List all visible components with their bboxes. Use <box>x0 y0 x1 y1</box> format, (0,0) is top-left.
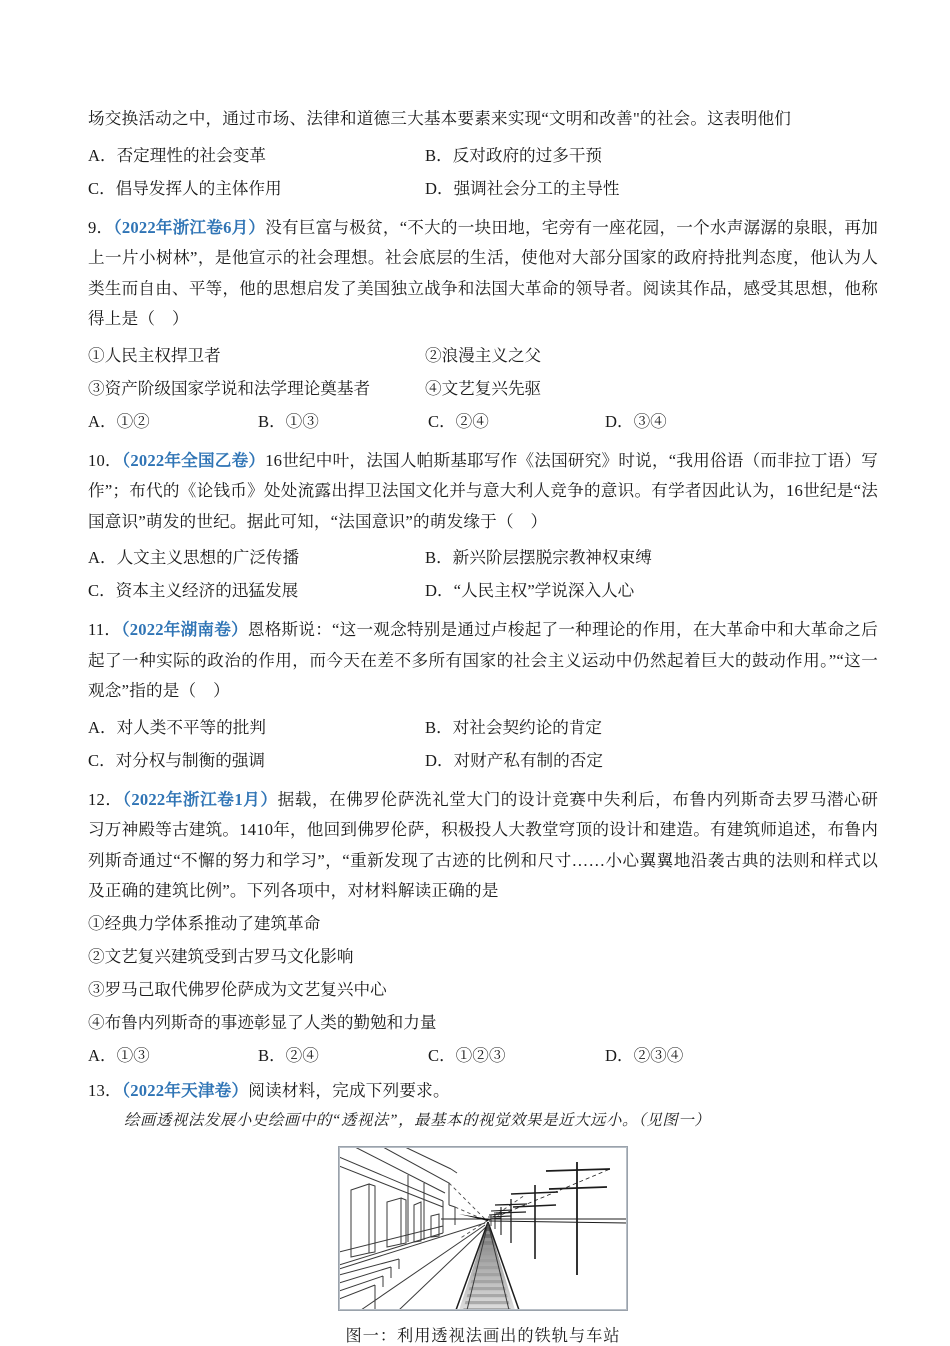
option-d-label: D． <box>605 411 634 431</box>
question-11-options-row-1 <box>88 711 878 744</box>
option-b[interactable] <box>425 711 602 744</box>
option-d-text: ③④ <box>633 411 667 431</box>
question-12-subitem-2 <box>88 940 878 973</box>
question-11-source: （2022年湖南卷） <box>121 620 248 639</box>
option-d-text: 对财产私有制的否定 <box>453 750 603 770</box>
figure-one-wrapper <box>88 1146 878 1346</box>
option-d[interactable] <box>425 172 620 205</box>
option-a-label: A． <box>88 145 117 165</box>
option-b-label: B． <box>425 145 453 165</box>
question-12-stem: 据载，在佛罗伦萨洗礼堂大门的设计竞赛中失利后，布鲁内列斯奇去罗马潜心研习万神殿等古建筑。1410年，他回到佛罗伦萨，积极投人大教堂穹顶的设计和建造。有建筑师追述，布鲁内列斯奇通过“不懈的努力和学习”，“重新发现了古迹的比例和尺寸……小心翼翼地沿袭古典的法则和样式以及正确的建筑比例”。下列各项中，对材料解读正确的是 <box>88 789 878 900</box>
option-b-text: 新兴阶层摆脱宗教神权束缚 <box>452 548 652 567</box>
option-b-text: 反对政府的过多干预 <box>452 145 603 165</box>
subitem-1-text: 人民主权捍卫者 <box>104 345 221 365</box>
option-c[interactable] <box>88 574 425 607</box>
option-a[interactable] <box>88 405 258 438</box>
question-10-stem: 16世纪中叶，法国人帕斯基耶写作《法国研究》时说，“我用俗语（而非拉丁语）写作”；布代的《论钱币》处处流露出捍卫法国文化并与意大利人竞争的意识。有学者因此认为，16世纪是“法国意识”萌发的世纪。据此可知，“法国意识”的萌发缘于（ ） <box>88 450 879 531</box>
option-a[interactable] <box>88 139 425 172</box>
option-c-label: C． <box>88 750 116 770</box>
perspective-drawing-svg <box>339 1147 627 1310</box>
question-9-number: 9． <box>88 217 114 237</box>
option-a-text: ①③ <box>116 1045 150 1065</box>
subitem-1-label: ① <box>88 345 105 365</box>
option-b-text: 对社会契约论的肯定 <box>452 717 603 737</box>
subitem-1 <box>88 339 425 372</box>
option-b-text: ①③ <box>285 411 319 431</box>
option-a-text: 否定理性的社会变革 <box>116 145 266 165</box>
option-a-label: A． <box>88 717 117 737</box>
question-13-number: 13． <box>88 1080 122 1100</box>
option-d[interactable] <box>425 574 634 607</box>
continued-stem-options-row-1 <box>88 139 878 172</box>
question-12-subitem-3 <box>88 973 878 1006</box>
subitem-2-text: 浪漫主义之父 <box>441 345 542 365</box>
question-11-number: 11． <box>88 620 122 639</box>
option-a-label: A． <box>88 411 117 431</box>
question-12-number: 12． <box>88 789 123 809</box>
figure-one-perspective-railway-drawing <box>338 1146 628 1311</box>
option-c[interactable] <box>428 1039 605 1072</box>
subitem-4-text: 文艺复兴先驱 <box>441 378 542 398</box>
option-d[interactable] <box>425 744 603 777</box>
option-c-text: 资本主义经济的迅猛发展 <box>115 581 299 600</box>
option-c-label: C． <box>88 581 116 600</box>
option-b-label: B． <box>258 1045 286 1065</box>
option-a-label: A． <box>88 548 117 567</box>
subitem-1-label: ① <box>88 913 105 933</box>
subitem-4-text: 布鲁内列斯奇的事迹彰显了人类的勤勉和力量 <box>104 1012 437 1032</box>
question-9-stem: 没有巨富与极贫，“不大的一块田地，宅旁有一座花园，一个水声潺潺的泉眼，再加上一片小树林”，是他宣示的社会理想。社会底层的生活，使他对大部分国家的政府持批判态度，他认为人类生而自由、平等，他的思想启发了美国独立战争和法国大革命的领导者。阅读其作品，感受其思想，他称得上是（ ） <box>88 217 878 328</box>
question-11-stem: 恩格斯说：“这一观念特别是通过卢梭起了一种理论的作用，在大革命中和大革命之后起了一种实际的政治的作用，而今天在差不多所有国家的社会主义运动中仍然起着巨大的鼓动作用。”“这一观念”指的是（ ） <box>88 620 878 700</box>
option-d-text: ②③④ <box>633 1045 684 1065</box>
subitem-4-label: ④ <box>88 1012 105 1032</box>
question-12-source: （2022年浙江卷1月） <box>122 789 278 809</box>
option-b-text: ②④ <box>285 1045 319 1065</box>
option-c-text: ②④ <box>455 411 489 431</box>
question-11-options-row-2 <box>88 744 878 777</box>
option-d-label: D． <box>425 581 454 600</box>
option-c[interactable] <box>88 172 425 205</box>
subitem-1-text: 经典力学体系推动了建筑革命 <box>104 913 321 933</box>
subitem-3-label: ③ <box>88 378 105 398</box>
question-9-subitems-row-2 <box>88 372 878 405</box>
question-12-subitem-1 <box>88 907 878 940</box>
figure-one-caption: 图一：利用透视法画出的铁轨与车站 <box>345 1327 621 1345</box>
option-d-label: D． <box>425 750 454 770</box>
option-c-label: C． <box>88 178 116 198</box>
continued-stem-options-row-2 <box>88 172 878 205</box>
subitem-2-label: ② <box>425 345 442 365</box>
option-a-text: 对人类不平等的批判 <box>116 717 266 737</box>
option-a-text: ①② <box>116 411 150 431</box>
question-9-options <box>88 405 878 438</box>
option-a-text: 人文主义思想的广泛传播 <box>116 548 300 567</box>
option-c-text: 倡导发挥人的主体作用 <box>115 178 282 198</box>
option-a[interactable] <box>88 711 425 744</box>
option-c[interactable] <box>88 744 425 777</box>
subitem-3-text: 罗马己取代佛罗伦萨成为文艺复兴中心 <box>104 979 387 999</box>
question-10 <box>88 446 878 538</box>
question-11 <box>88 615 878 707</box>
option-b[interactable] <box>258 1039 428 1072</box>
option-a[interactable] <box>88 1039 258 1072</box>
question-13-material: 绘画透视法发展小史绘画中的“透视法”，最基本的视觉效果是近大远小。（见图一） <box>124 1112 711 1129</box>
option-c-text: 对分权与制衡的强调 <box>115 750 266 770</box>
question-13 <box>88 1076 878 1107</box>
option-c-text: ①②③ <box>455 1045 506 1065</box>
option-b-label: B． <box>258 411 286 431</box>
option-b[interactable] <box>425 139 602 172</box>
question-10-source: （2022年全国乙卷） <box>121 450 266 470</box>
option-a-label: A． <box>88 1045 117 1065</box>
subitem-2-label: ② <box>88 946 105 966</box>
question-9 <box>88 213 878 335</box>
subitem-2-text: 文艺复兴建筑受到古罗马文化影响 <box>104 946 354 966</box>
question-13-source: （2022年天津卷） <box>121 1080 249 1100</box>
option-b[interactable] <box>258 405 428 438</box>
option-b-label: B． <box>425 548 453 567</box>
question-12-subitem-4 <box>88 1006 878 1039</box>
subitem-3 <box>88 372 425 405</box>
option-c[interactable] <box>428 405 605 438</box>
question-10-number: 10． <box>88 450 122 470</box>
option-d-text: 强调社会分工的主导性 <box>453 178 620 198</box>
option-d-label: D． <box>425 178 454 198</box>
option-d[interactable] <box>605 405 667 438</box>
question-13-stem: 阅读材料，完成下列要求。 <box>248 1080 450 1100</box>
option-d[interactable] <box>605 1039 683 1072</box>
option-d-label: D． <box>605 1045 634 1065</box>
option-a[interactable] <box>88 541 425 574</box>
subitem-3-text: 资产阶级国家学说和法学理论奠基者 <box>104 378 371 398</box>
subitem-4-label: ④ <box>425 378 442 398</box>
option-c-label: C． <box>428 1045 456 1065</box>
option-d-text: “人民主权”学说深入人心 <box>453 581 635 600</box>
question-10-options-row-1 <box>88 541 878 574</box>
option-c-label: C． <box>428 411 456 431</box>
continued-stem-text: 场交换活动之中，通过市场、法律和道德三大基本要素来实现“文明和改善"的社会。这表明他们 <box>88 109 792 128</box>
subitem-4 <box>425 372 541 405</box>
option-b-label: B． <box>425 717 453 737</box>
question-12 <box>88 785 878 907</box>
option-b[interactable] <box>425 541 652 574</box>
subitem-2 <box>425 339 541 372</box>
question-9-source: （2022年浙江卷6月） <box>113 217 266 237</box>
question-10-options-row-2 <box>88 574 878 607</box>
question-9-subitems-row-1 <box>88 339 878 372</box>
question-12-options <box>88 1039 878 1072</box>
subitem-3-label: ③ <box>88 979 105 999</box>
